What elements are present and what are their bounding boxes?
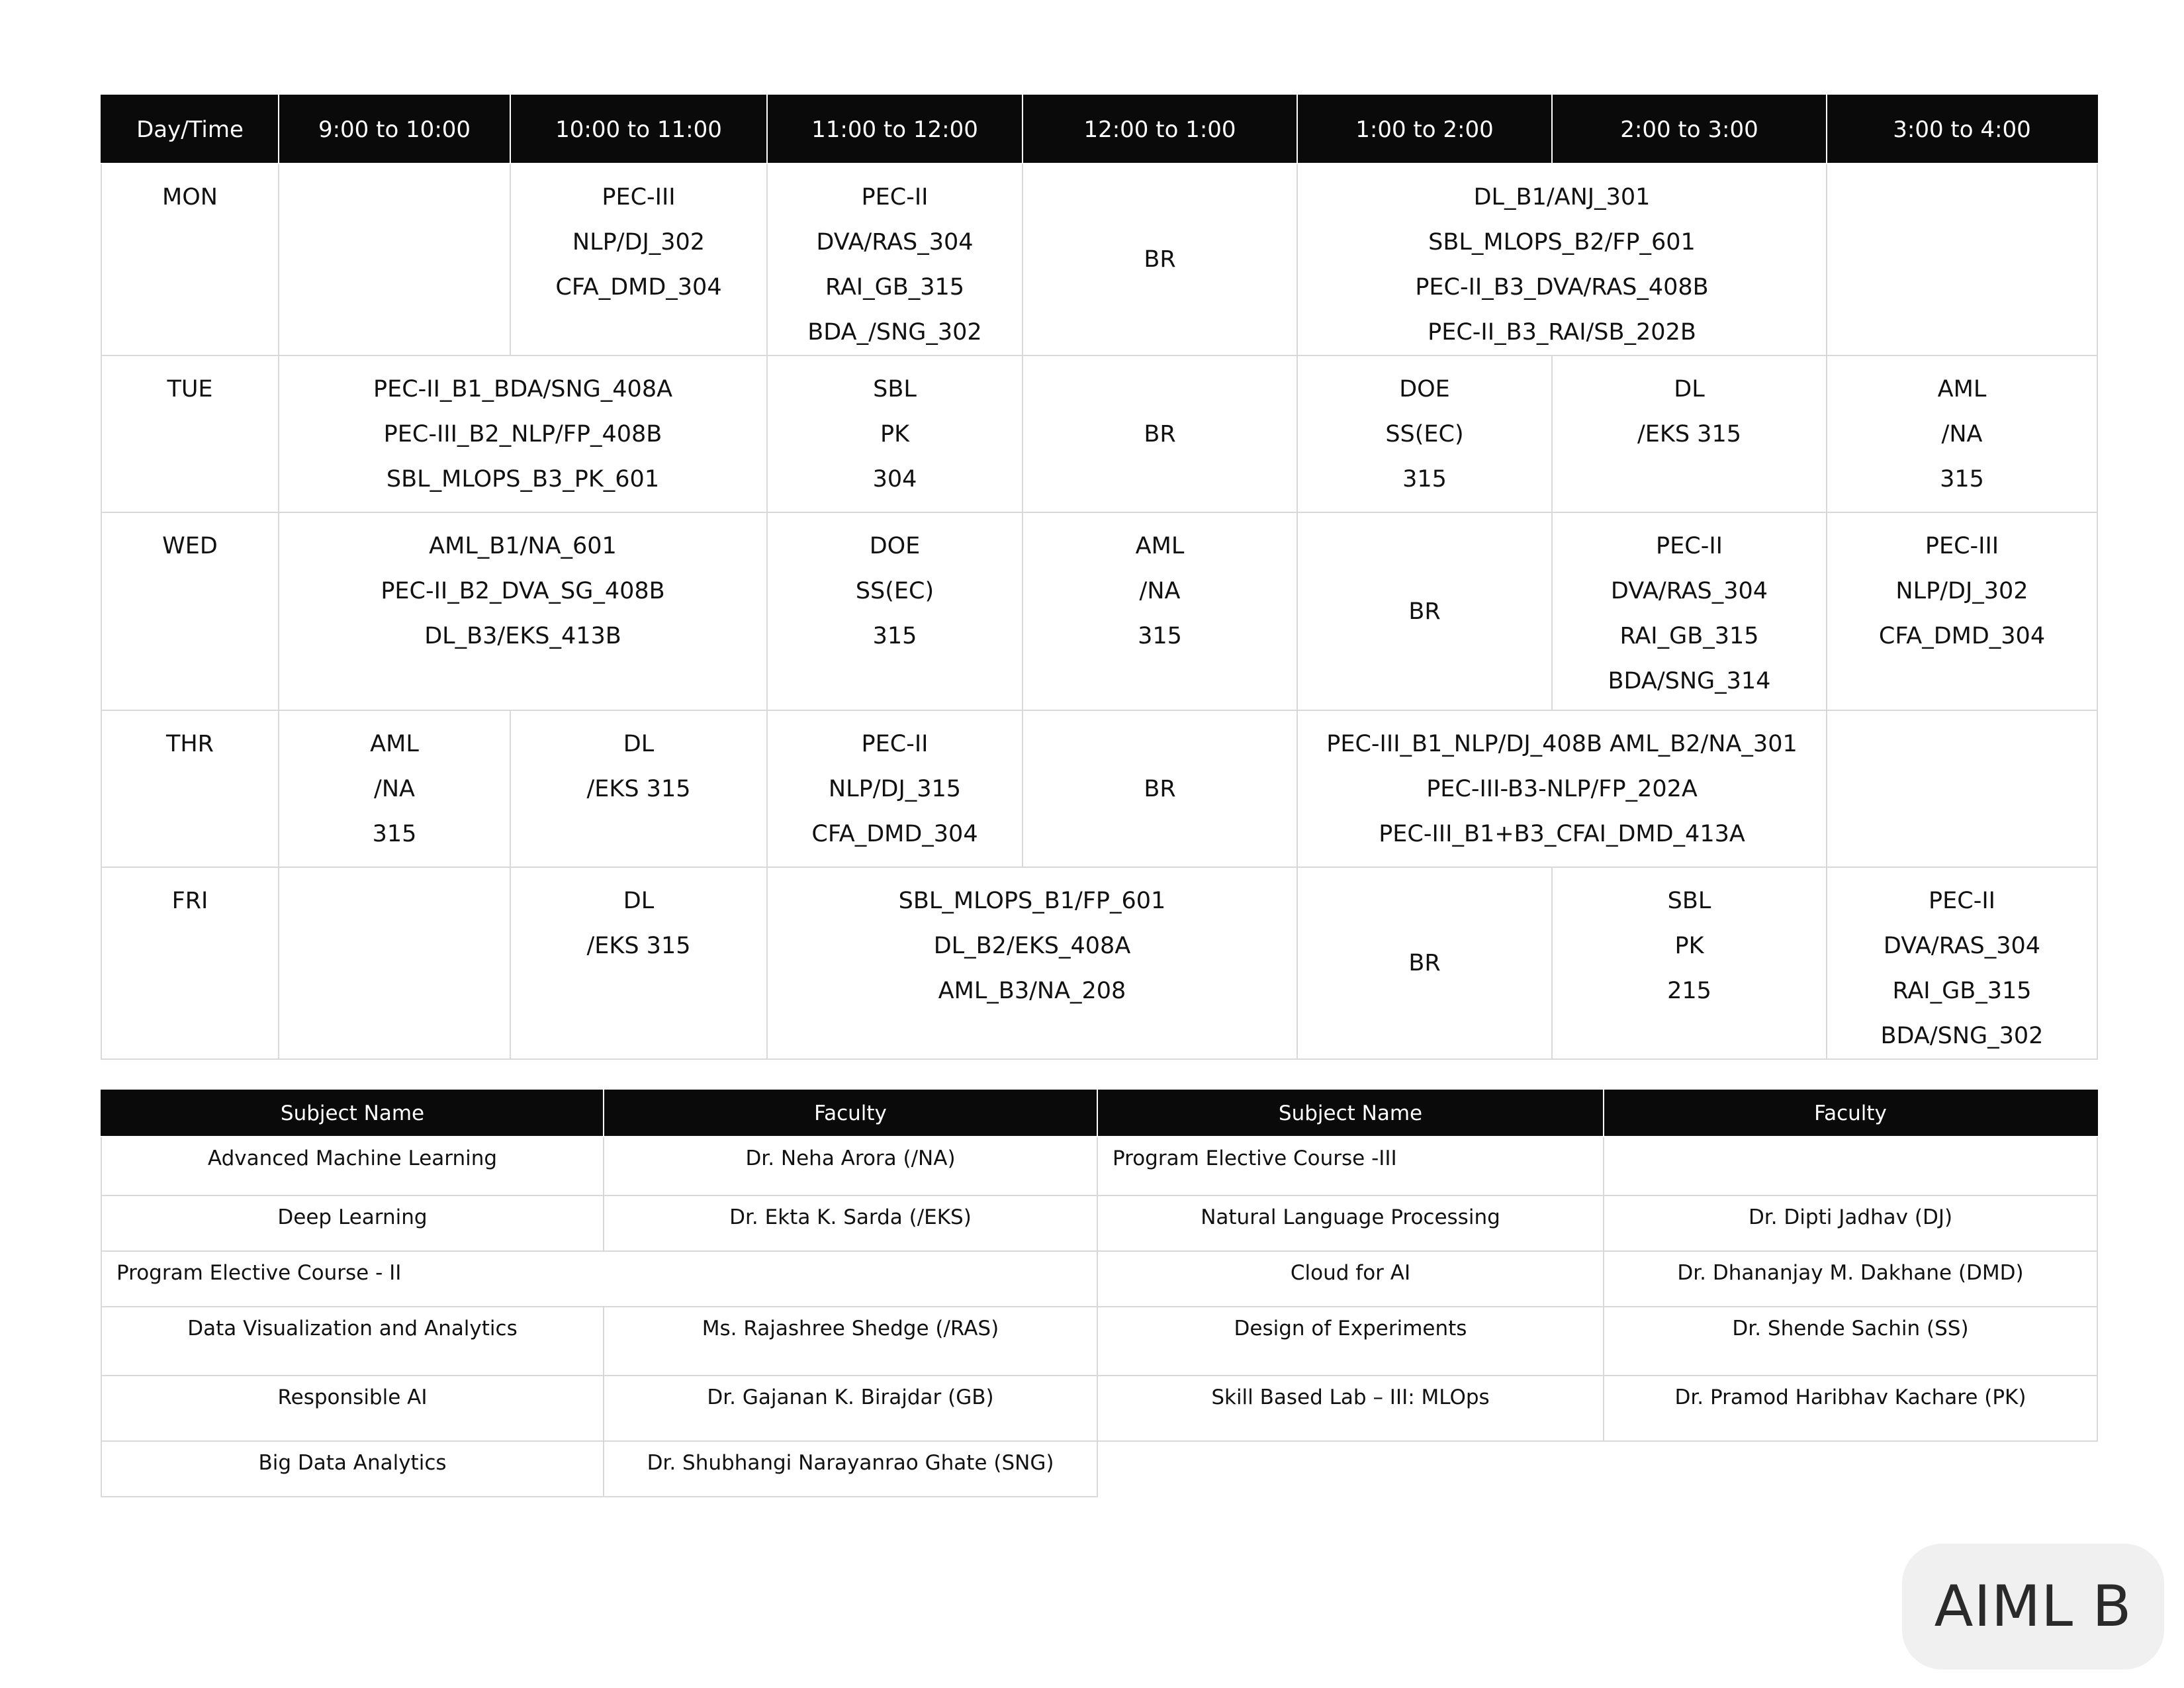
header-slot-1: 1:00 to 2:00 [1297, 95, 1552, 164]
legend-row [101, 1307, 2097, 1376]
day-label: TUE [101, 355, 279, 512]
slot-empty [279, 164, 510, 355]
slot-cell: PEC-II DVA/RAS_304 RAI_GB_315 BDA_/SNG_302 [767, 164, 1023, 355]
slot-empty [1827, 164, 2097, 355]
faculty-name: Ms. Rajashree Shedge (/RAS) [604, 1307, 1097, 1376]
subject-name: Deep Learning [101, 1196, 604, 1251]
header-slot-9: 9:00 to 10:00 [279, 95, 510, 164]
slot-cell: SBL PK 215 [1552, 867, 1827, 1059]
subject-name: Big Data Analytics [101, 1441, 604, 1497]
class-badge: AIML B [1902, 1544, 2164, 1669]
slot-cell: SBL PK 304 [767, 355, 1023, 512]
day-label: WED [101, 512, 279, 710]
break-cell: BR [1297, 512, 1552, 710]
subject-group-label: Program Elective Course - II [101, 1251, 1097, 1307]
subject-group-label: Program Elective Course -III [1097, 1137, 1604, 1196]
slot-cell: PEC-III NLP/DJ_302 CFA_DMD_304 [1827, 512, 2097, 710]
break-cell: BR [1023, 710, 1297, 867]
break-cell: BR [1297, 867, 1552, 1059]
header-faculty: Faculty [1604, 1090, 2097, 1137]
header-day-time: Day/Time [101, 95, 279, 164]
faculty-name: Dr. Shubhangi Narayanrao Ghate (SNG) [604, 1441, 1097, 1497]
row-wed [101, 512, 2097, 710]
subject-name: Advanced Machine Learning [101, 1137, 604, 1196]
header-slot-2: 2:00 to 3:00 [1552, 95, 1827, 164]
break-cell: BR [1023, 164, 1297, 355]
slot-cell: PEC-II NLP/DJ_315 CFA_DMD_304 [767, 710, 1023, 867]
row-mon [101, 164, 2097, 355]
slot-cell-lab: AML_B1/NA_601 PEC-II_B2_DVA_SG_408B DL_B3/EKS_413B [279, 512, 767, 710]
slot-cell: DL /EKS 315 [1552, 355, 1827, 512]
row-tue [101, 355, 2097, 512]
slot-cell: PEC-II DVA/RAS_304 RAI_GB_315 BDA/SNG_302 [1827, 867, 2097, 1059]
legend-row [101, 1441, 2097, 1497]
slot-cell-lab: SBL_MLOPS_B1/FP_601 DL_B2/EKS_408A AML_B3/NA_208 [767, 867, 1297, 1059]
faculty-name: Dr. Neha Arora (/NA) [604, 1137, 1097, 1196]
day-label: MON [101, 164, 279, 355]
header-faculty: Faculty [604, 1090, 1097, 1137]
slot-cell-lab: DL_B1/ANJ_301 SBL_MLOPS_B2/FP_601 PEC-II_B3_DVA/RAS_408B PEC-II_B3_RAI/SB_202B [1297, 164, 1827, 355]
legend-header-row [101, 1090, 2097, 1137]
slot-cell: PEC-II DVA/RAS_304 RAI_GB_315 BDA/SNG_314 [1552, 512, 1827, 710]
legend-row [101, 1376, 2097, 1441]
header-slot-12: 12:00 to 1:00 [1023, 95, 1297, 164]
header-slot-3: 3:00 to 4:00 [1827, 95, 2097, 164]
header-slot-10: 10:00 to 11:00 [510, 95, 767, 164]
faculty-name: Dr. Gajanan K. Birajdar (GB) [604, 1376, 1097, 1441]
subject-name: Cloud for AI [1097, 1251, 1604, 1307]
slot-empty [1827, 710, 2097, 867]
slot-cell-lab: PEC-II_B1_BDA/SNG_408A PEC-III_B2_NLP/FP_408B SBL_MLOPS_B3_PK_601 [279, 355, 767, 512]
slot-cell: DL /EKS 315 [510, 710, 767, 867]
faculty-name: Dr. Shende Sachin (SS) [1604, 1307, 2097, 1376]
faculty-name [1604, 1137, 2097, 1196]
slot-empty [279, 867, 510, 1059]
break-cell: BR [1023, 355, 1297, 512]
slot-cell: AML /NA 315 [1827, 355, 2097, 512]
faculty-legend-table [101, 1090, 2098, 1497]
subject-name: Natural Language Processing [1097, 1196, 1604, 1251]
row-thr [101, 710, 2097, 867]
subject-name: Skill Based Lab – III: MLOps [1097, 1376, 1604, 1441]
legend-row [101, 1137, 2097, 1196]
legend-blank [1097, 1441, 2097, 1497]
slot-cell: DOE SS(EC) 315 [1297, 355, 1552, 512]
slot-cell: AML /NA 315 [1023, 512, 1297, 710]
slot-cell: PEC-III NLP/DJ_302 CFA_DMD_304 [510, 164, 767, 355]
faculty-name: Dr. Pramod Haribhav Kachare (PK) [1604, 1376, 2097, 1441]
day-label: THR [101, 710, 279, 867]
slot-cell: DL /EKS 315 [510, 867, 767, 1059]
slot-cell: DOE SS(EC) 315 [767, 512, 1023, 710]
day-label: FRI [101, 867, 279, 1059]
slot-cell-lab: PEC-III_B1_NLP/DJ_408B AML_B2/NA_301 PEC-III-B3-NLP/FP_202A PEC-III_B1+B3_CFAI_DMD_413A [1297, 710, 1827, 867]
timetable [101, 95, 2098, 1060]
legend-row [101, 1251, 2097, 1307]
legend-row [101, 1196, 2097, 1251]
subject-name: Design of Experiments [1097, 1307, 1604, 1376]
header-slot-11: 11:00 to 12:00 [767, 95, 1023, 164]
row-fri [101, 867, 2097, 1059]
faculty-name: Dr. Dipti Jadhav (DJ) [1604, 1196, 2097, 1251]
faculty-name: Dr. Dhananjay M. Dakhane (DMD) [1604, 1251, 2097, 1307]
faculty-name: Dr. Ekta K. Sarda (/EKS) [604, 1196, 1097, 1251]
header-subject-name: Subject Name [1097, 1090, 1604, 1137]
subject-name: Responsible AI [101, 1376, 604, 1441]
subject-name: Data Visualization and Analytics [101, 1307, 604, 1376]
timetable-header-row [101, 95, 2097, 164]
slot-cell: AML /NA 315 [279, 710, 510, 867]
header-subject-name: Subject Name [101, 1090, 604, 1137]
